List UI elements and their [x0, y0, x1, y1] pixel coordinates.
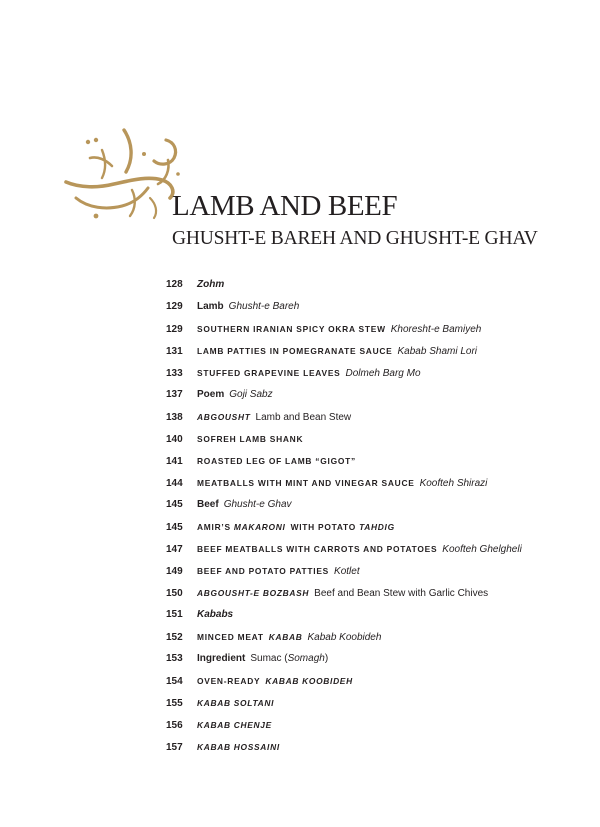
toc-text-it: Goji Sabz [229, 389, 273, 400]
toc-text-caps: SOFREH LAMB SHANK [197, 434, 304, 444]
toc-text-bicaps: KABAB HOSSAINI [197, 742, 280, 752]
toc-text-caps: MEATBALLS WITH MINT AND VINEGAR SAUCE [197, 478, 415, 488]
toc-text-bicaps: ABGOUSHT [197, 412, 251, 422]
toc-page-number: 152 [166, 632, 183, 643]
toc-text-bold: Beef [197, 499, 219, 510]
toc-text-caps: WITH POTATO [290, 522, 360, 532]
toc-text-bicaps: KABAB SOLTANI [197, 698, 275, 708]
toc-text-bold: Poem [197, 389, 225, 400]
toc-text-caps: LAMB PATTIES IN POMEGRANATE SAUCE [197, 346, 393, 356]
toc-page-number: 145 [166, 522, 183, 533]
toc-text-bi: Zohm [197, 279, 225, 290]
toc-text-bold: Lamb [197, 301, 224, 312]
toc-entry[interactable] [166, 450, 586, 472]
toc-text-it: Koofteh Shirazi [419, 478, 488, 489]
toc-page-number: 151 [166, 609, 183, 620]
toc-text-plain: Beef and Bean Stew with Garlic Chives [314, 588, 489, 599]
toc-text-it: Ghusht-e Ghav [223, 499, 292, 510]
toc-text-it: Kabab Koobideh [307, 632, 382, 643]
toc-entry[interactable] [166, 340, 586, 362]
toc-entry[interactable] [166, 274, 586, 296]
toc-entry[interactable] [166, 626, 586, 648]
toc-text-bold: Ingredient [197, 653, 246, 664]
toc-entry[interactable] [166, 384, 586, 406]
toc-text-plain: ) [324, 653, 329, 664]
toc-page-number: 144 [166, 478, 183, 489]
toc-entry[interactable] [166, 362, 586, 384]
toc-page-number: 129 [166, 301, 183, 312]
toc-text-plain: Lamb and Bean Stew [255, 412, 352, 423]
toc-entry[interactable] [166, 560, 586, 582]
toc-text-bicaps: ABGOUSHT-E BOZBASH [197, 588, 310, 598]
toc-entry[interactable] [166, 296, 586, 318]
toc-page-number: 128 [166, 279, 183, 290]
toc-text-bicaps: KABAB CHENJE [197, 720, 272, 730]
chapter-title: LAMB AND BEEF [172, 190, 398, 222]
toc-text-bicaps: KABAB [268, 632, 303, 642]
toc-text-it: Kotlet [334, 566, 360, 577]
toc-text-it: Somagh [287, 653, 325, 664]
toc-page-number: 150 [166, 588, 183, 599]
toc-page-number: 147 [166, 544, 183, 555]
toc-text-it: Koofteh Ghelgheli [442, 544, 522, 555]
toc-text-it: Khoresht-e Bamiyeh [390, 324, 482, 335]
toc-text-caps: BEEF AND POTATO PATTIES [197, 566, 330, 576]
toc-text-it: Kabab Shami Lori [397, 346, 478, 357]
toc-entry[interactable] [166, 648, 586, 670]
toc-page-number: 145 [166, 499, 183, 510]
toc-text-caps: ROASTED LEG OF LAMB “GIGOT” [197, 456, 356, 466]
chapter-subtitle: GHUSHT-E BAREH AND GHUSHT-E GHAV [172, 228, 538, 249]
toc-page-number: 149 [166, 566, 183, 577]
toc-page-number: 137 [166, 389, 183, 400]
table-of-contents [166, 274, 586, 758]
toc-text-it: Dolmeh Barg Mo [345, 368, 421, 379]
toc-text-plain: Sumac ( [250, 653, 288, 664]
toc-page-number: 141 [166, 456, 183, 467]
toc-text-caps: OVEN-READY [197, 676, 261, 686]
toc-entry[interactable] [166, 714, 586, 736]
toc-entry[interactable] [166, 516, 586, 538]
toc-page-number: 157 [166, 742, 183, 753]
toc-text-bicaps: KABAB KOOBIDEH [265, 676, 353, 686]
toc-page-number: 131 [166, 346, 183, 357]
toc-text-caps: AMIR’S [197, 522, 234, 532]
toc-entry[interactable] [166, 538, 586, 560]
toc-text-bicaps: TAHDIG [359, 522, 395, 532]
toc-text-it: Ghusht-e Bareh [228, 301, 300, 312]
toc-entry[interactable] [166, 472, 586, 494]
toc-text-caps: STUFFED GRAPEVINE LEAVES [197, 368, 341, 378]
toc-page-number: 140 [166, 434, 183, 445]
toc-text-caps: BEEF MEATBALLS WITH CARROTS AND POTATOES [197, 544, 438, 554]
toc-text-caps: SOUTHERN IRANIAN SPICY OKRA STEW [197, 324, 386, 334]
toc-entry[interactable] [166, 406, 586, 428]
toc-entry[interactable] [166, 582, 586, 604]
toc-page-number: 154 [166, 676, 183, 687]
toc-page-number: 156 [166, 720, 183, 731]
toc-page-number: 133 [166, 368, 183, 379]
toc-entry[interactable] [166, 670, 586, 692]
toc-text-bi: Kababs [197, 609, 234, 620]
toc-entry[interactable] [166, 428, 586, 450]
toc-page-number: 129 [166, 324, 183, 335]
toc-entry[interactable] [166, 736, 586, 758]
toc-entry[interactable] [166, 692, 586, 714]
toc-page-number: 138 [166, 412, 183, 423]
toc-entry[interactable] [166, 318, 586, 340]
toc-text-bicaps: MAKARONI [233, 522, 286, 532]
toc-page-number: 153 [166, 653, 183, 664]
toc-entry[interactable] [166, 604, 586, 626]
toc-page-number: 155 [166, 698, 183, 709]
persian-calligraphy-ornament [62, 128, 182, 222]
toc-entry[interactable] [166, 494, 586, 516]
toc-text-caps: MINCED MEAT [197, 632, 264, 642]
